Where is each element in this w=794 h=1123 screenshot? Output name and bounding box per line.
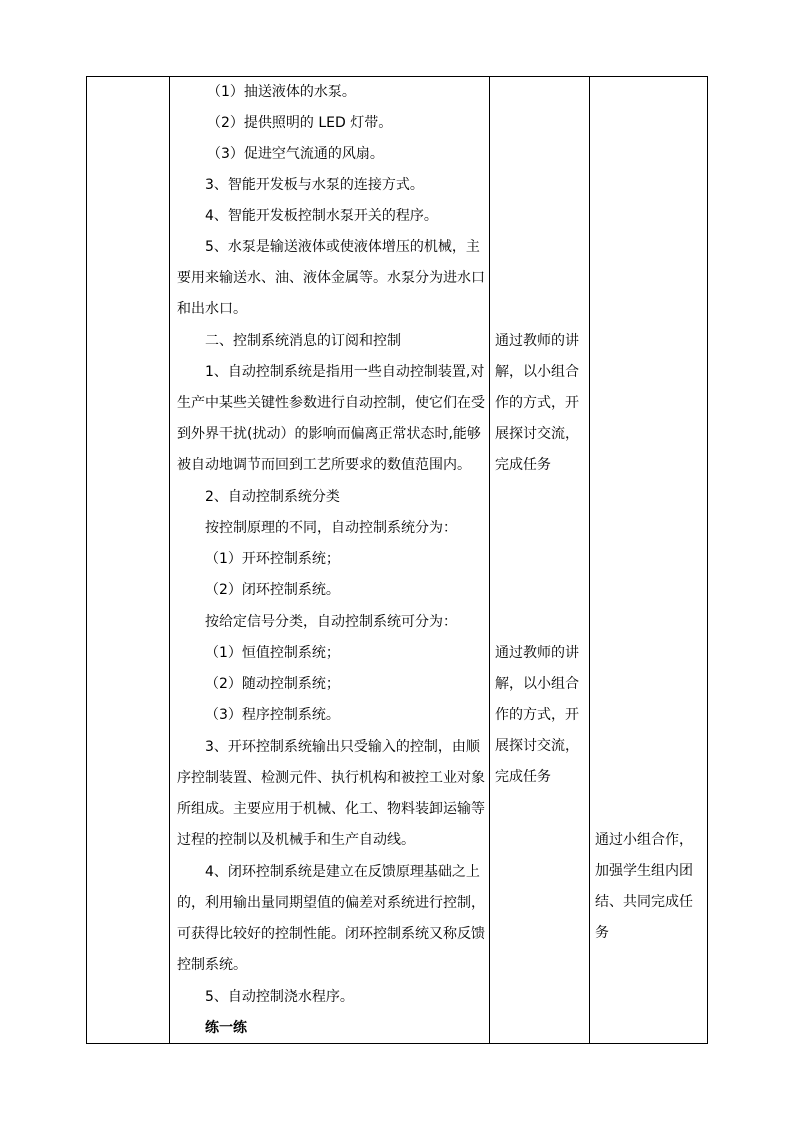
content-line: 被自动地调节而回到工艺所要求的数值范围内。 bbox=[177, 457, 471, 473]
content-line: 1、自动控制系统是指用一些自动控制装置,对 bbox=[205, 364, 485, 380]
content-line: 2、自动控制系统分类 bbox=[205, 489, 340, 505]
content-line: 所组成。主要应用于机械、化工、物料装卸运输等 bbox=[177, 801, 485, 817]
content-line: 的，利用输出量同期望值的偏差对系统进行控制， bbox=[177, 895, 485, 911]
content-line: 3、开环控制系统输出只受输入的控制，由顺 bbox=[205, 739, 480, 755]
content-line: 按给定信号分类，自动控制系统可分为： bbox=[205, 614, 457, 630]
content-line: （1）恒值控制系统； bbox=[205, 645, 340, 661]
content-line: 5、水泵是输送液体或使液体增压的机械，主 bbox=[205, 239, 480, 255]
content-line: 要用来输送水、油、液体金属等。水泵分为进水口 bbox=[177, 270, 485, 286]
content-line: 到外界干扰(扰动）的影响而偏离正常状态时,能够 bbox=[177, 426, 481, 442]
content-line: （3）促进空气流通的风扇。 bbox=[207, 146, 384, 162]
content-line: 生产中某些关键性参数进行自动控制，使它们在受 bbox=[177, 395, 485, 411]
content-line: 过程的控制以及机械手和生产自动线。 bbox=[177, 832, 415, 848]
content-line: 控制系统。 bbox=[177, 957, 247, 973]
content-line: （2）提供照明的 LED 灯带。 bbox=[207, 115, 393, 131]
content-line: （1）开环控制系统； bbox=[205, 551, 340, 567]
content-line: 5、自动控制浇水程序。 bbox=[205, 989, 354, 1005]
column-divider bbox=[489, 77, 490, 1043]
content-line: 可获得比较好的控制性能。闭环控制系统又称反馈 bbox=[177, 926, 485, 942]
column-divider bbox=[589, 77, 590, 1043]
content-line: 3、智能开发板与水泵的连接方式。 bbox=[205, 177, 424, 193]
column-divider bbox=[169, 77, 170, 1043]
content-line: 4、闭环控制系统是建立在反馈原理基础之上 bbox=[205, 864, 480, 880]
lesson-table: （1）抽送液体的水泵。 （2）提供照明的 LED 灯带。 （3）促进空气流通的风扇。 3、智能开发板与水泵的连接方式。 4、智能开发板控制水泵开关的程序。 5、水泵是输送液体或使液体增压的机械，主 要用来输送水、油、液体金属等。水泵分为进水口 和出水口。 二、控制系统消息的订阅和控制 1、自动控制系统是指用一些自动控制装置,对 生产中某些关键性参数进行自动控制，使它们在受 到外界干扰(扰动）的影响而偏离正常状态时,能够 被自动地调节而回到工艺所要求的数值范围内。 2、自动控制系统分类 按控制原理的不同，自动控制系统分为： （1）开环控制系统； （2）闭环控制系统。 按给定信号分类，自动控制系统可分为： （1）恒值控制系统； （2）随动控制系统； （3）程序控制系统。 3、开环控制系统输出只受输入的控制，由顺 序控制装置、检测元件、执行机构和被控工业对象 所组成。主要应用于机械、化工、物料装卸运输等 过程的控制以及机械手和生产自动线。 4、闭环控制系统是建立在反馈原理基础之上 的，利用输出量同期望值的偏差对系统进行控制， 可获得比较好的控制性能。闭环控制系统又称反馈 控制系统。 5、自动控制浇水程序。 练一练 通过教师的讲 解，以小组合 作的方式，开 展探讨交流， 完成任务 通过教师的讲 解，以小组合 作的方式，开 展探讨交流， 完成任务 通过小组合作， 加强学生组内团 结、共同完成任 务 bbox=[86, 76, 708, 1044]
content-line: （3）程序控制系统。 bbox=[205, 707, 340, 723]
content-line: 和出水口。 bbox=[177, 301, 247, 317]
section-heading: 二、控制系统消息的订阅和控制 bbox=[205, 333, 401, 349]
content-line: 序控制装置、检测元件、执行机构和被控工业对象 bbox=[177, 770, 485, 786]
content-line: 4、智能开发板控制水泵开关的程序。 bbox=[205, 208, 438, 224]
practice-heading: 练一练 bbox=[205, 1020, 247, 1036]
content-line: （1）抽送液体的水泵。 bbox=[207, 84, 356, 100]
content-line: （2）随动控制系统； bbox=[205, 676, 340, 692]
content-line: 按控制原理的不同，自动控制系统分为： bbox=[205, 520, 457, 536]
content-line: （2）闭环控制系统。 bbox=[205, 582, 340, 598]
